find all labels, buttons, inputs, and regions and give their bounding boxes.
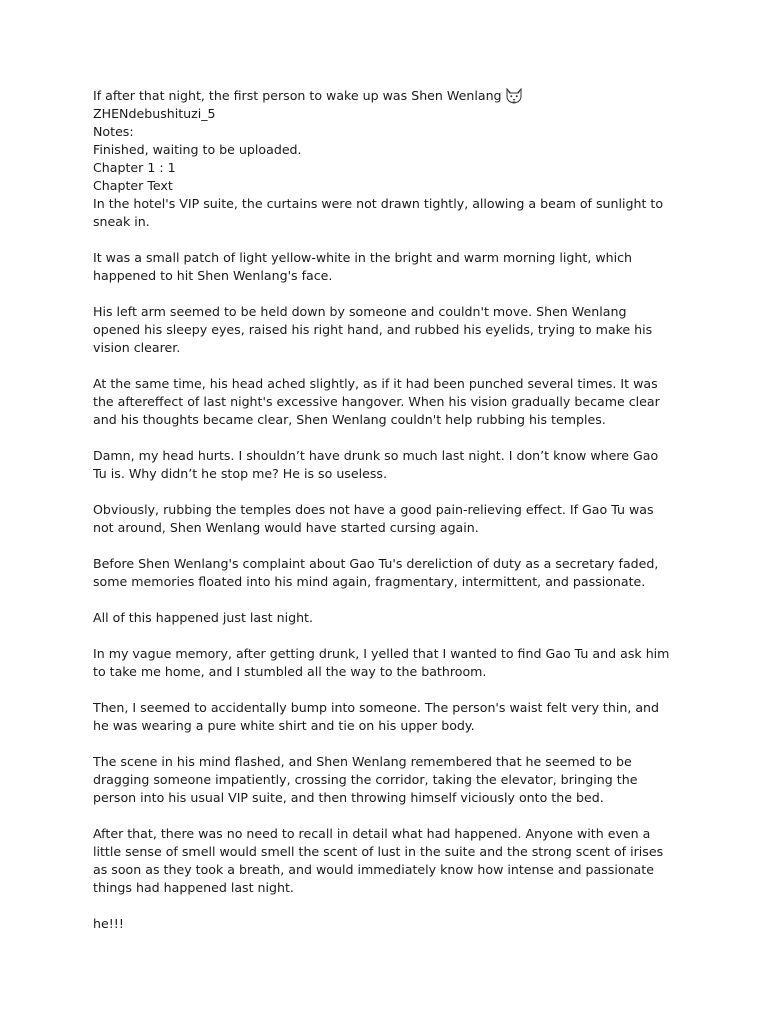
paragraph: His left arm seemed to be held down by someone and couldn't move. Shen Wenlang opened his sleepy eyes, raised his right hand, and rubbed his eyelids, trying to make his vision clearer.: [93, 304, 653, 355]
author-name: ZHENdebushituzi_5: [93, 106, 216, 121]
chapter-label: Chapter 1 : 1: [93, 160, 176, 175]
work-title: If after that night, the first person to wake up was Shen Wenlang: [93, 88, 502, 103]
chapter-body: [93, 195, 673, 933]
paragraph: Then, I seemed to accidentally bump into someone. The person's waist felt very thin, and he was wearing a pure white shirt and tie on his upper body.: [93, 700, 660, 733]
document-page: [93, 87, 673, 951]
paragraph: Before Shen Wenlang's complaint about Gao Tu's dereliction of duty as a secretary faded, some memories floated into his mind again, fragmentary, intermittent, and passionate.: [93, 556, 659, 589]
paragraph: All of this happened just last night.: [93, 610, 314, 625]
paragraph: After that, there was no need to recall in detail what had happened. Anyone with even a little sense of smell would smell the scent of lust in the suite and the strong scent of irises as soon as they took a breath, and would immediately know how intense and passionate things had happened last night.: [93, 826, 664, 895]
work-title-row: [93, 87, 673, 105]
paragraph: At the same time, his head ached slightly, as if it had been punched several times. It was the aftereffect of last night's excessive hangover. When his vision gradually became clear and his thoughts became clear, Shen Wenlang couldn't help rubbing his temples.: [93, 376, 660, 427]
wolf-face-icon: [505, 88, 523, 104]
chapter-text-label: Chapter Text: [93, 178, 173, 193]
paragraph: In the hotel's VIP suite, the curtains were not drawn tightly, allowing a beam of sunlight to sneak in.: [93, 196, 664, 229]
paragraph: he!!!: [93, 916, 124, 931]
paragraph: Damn, my head hurts. I shouldn’t have drunk so much last night. I don’t know where Gao Tu is. Why didn’t he stop me? He is so useless.: [93, 448, 659, 481]
paragraph: In my vague memory, after getting drunk, I yelled that I wanted to find Gao Tu and ask him to take me home, and I stumbled all the way to the bathroom.: [93, 646, 670, 679]
paragraph: Obviously, rubbing the temples does not have a good pain-relieving effect. If Gao Tu was not around, Shen Wenlang would have started cursing again.: [93, 502, 654, 535]
notes-text: Finished, waiting to be uploaded.: [93, 142, 302, 157]
paragraph: It was a small patch of light yellow-white in the bright and warm morning light, which happened to hit Shen Wenlang's face.: [93, 250, 633, 283]
paragraph: The scene in his mind flashed, and Shen Wenlang remembered that he seemed to be dragging someone impatiently, crossing the corridor, taking the elevator, bringing the person into his usual VIP suite, and then throwing himself viciously onto the bed.: [93, 754, 638, 805]
notes-label: Notes:: [93, 124, 134, 139]
